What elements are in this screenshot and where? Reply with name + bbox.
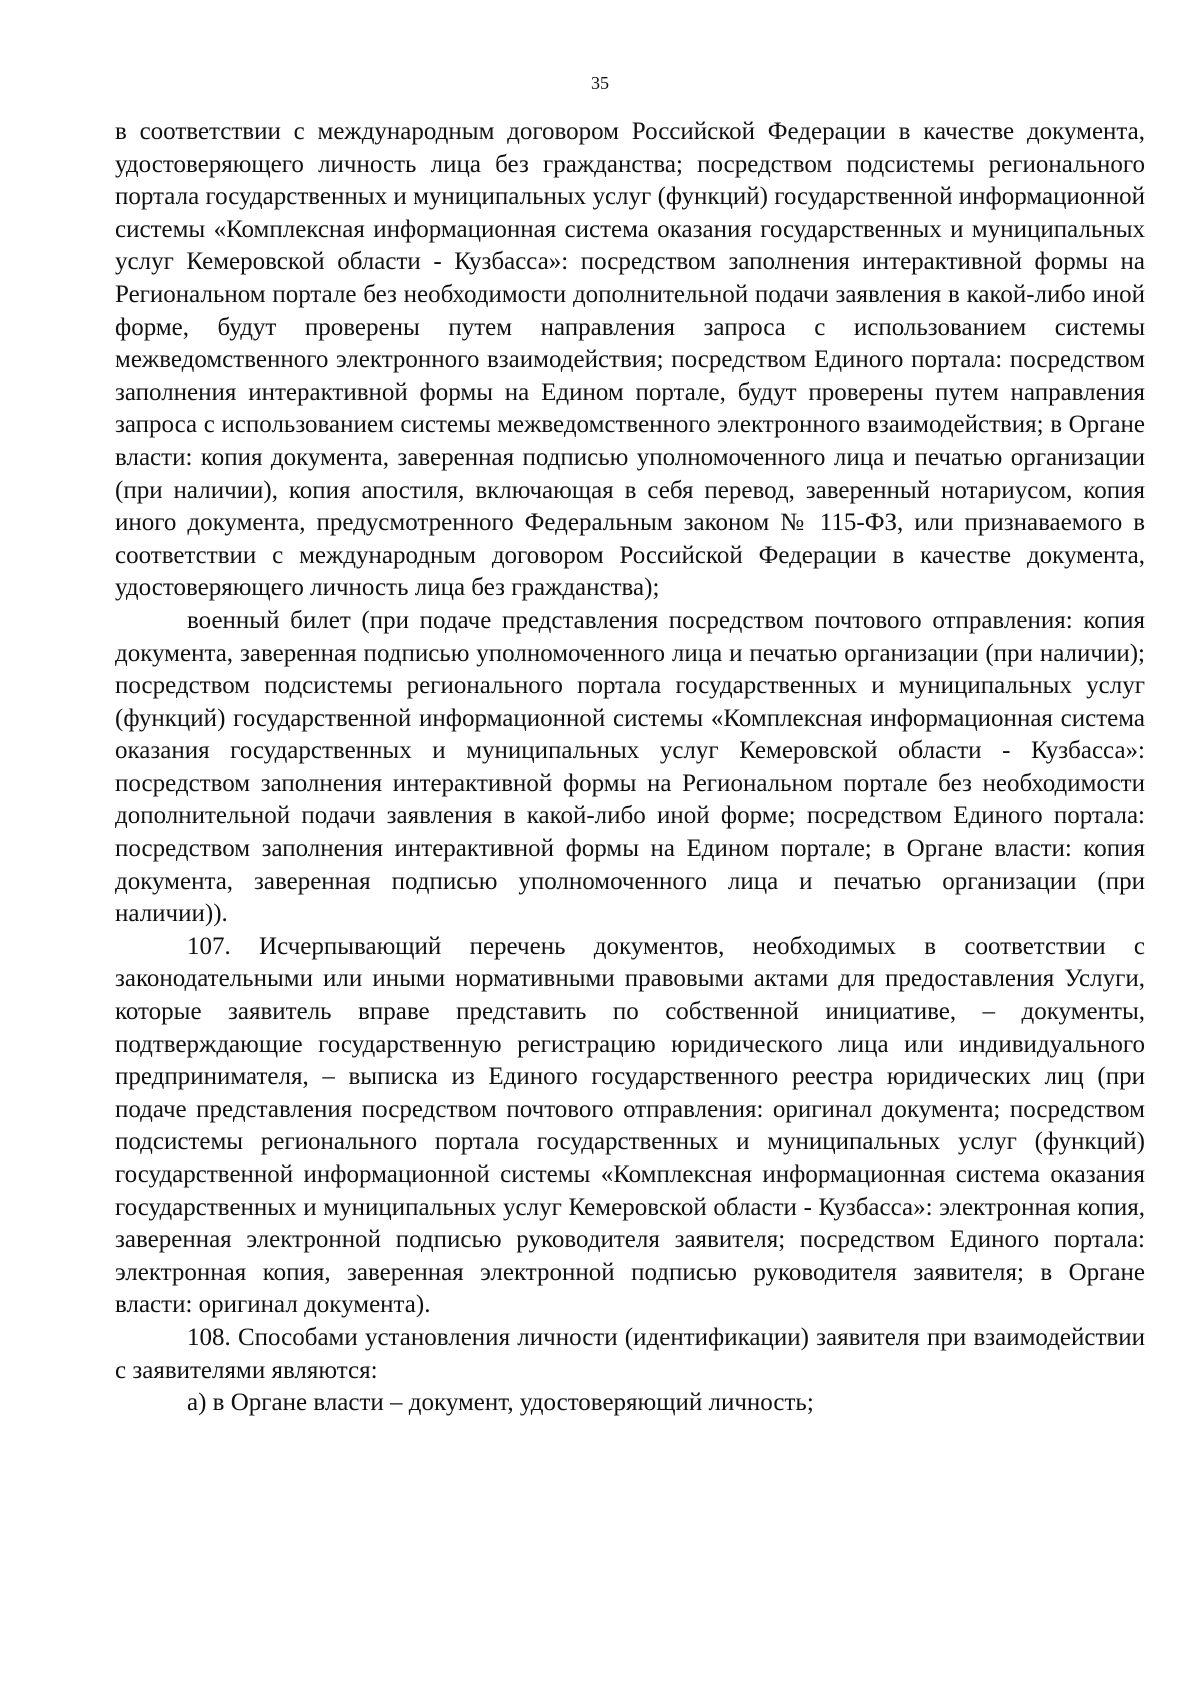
paragraph-108: 108. Способами установления личности (идентификации) заявителя при взаимодействии с заявителями являются: <box>115 1323 1145 1384</box>
paragraph-107: 107. Исчерпывающий перечень документов, необходимых в соответствии с законодательными или иными нормативными правовыми актами для предоставления Услуги, которые заявитель вправе представить по собственной инициативе, – документы, подтверждающие государственную регистрацию юридического лица или индивидуального предпринимателя, – выписка из Единого государственного реестра юридических лиц (при подаче представления посредством почтового отправления: оригинал документа; посредством подсистемы регионального портала государственных и муниципальных услуг (функций) государственной информационной системы «Комплексная информационная система оказания государственных и муниципальных услуг Кемеровской области - Кузбасса»: электронная копия, заверенная электронной подписью руководителя заявителя; посредством Единого портала: электронная копия, заверенная электронной подписью руководителя заявителя; в Органе власти: оригинал документа). <box>115 932 1145 1319</box>
paragraph-108-item-a: а) в Органе власти – документ, удостоверяющий личность; <box>187 1389 814 1417</box>
page-number: 35 <box>591 73 609 93</box>
document-body <box>115 116 1145 1420</box>
paragraph-continuation: в соответствии с международным договором Российской Федерации в качестве документа, удостоверяющего личность лица без гражданства; посредством подсистемы регионального портала государственных и муниципальных услуг (функций) государственной информационной системы «Комплексная информационная система оказания государственных и муниципальных услуг Кемеровской области - Кузбасса»: посредством заполнения интерактивной формы на Региональном портале без необходимости дополнительной подачи заявления в какой-либо иной форме, будут проверены путем направления запроса с использованием системы межведомственного электронного взаимодействия; посредством Единого портала: посредством заполнения интерактивной формы на Едином портале, будут проверены путем направления запроса с использованием системы межведомственного электронного взаимодействия; в Органе власти: копия документа, заверенная подписью уполномоченного лица и печатью организации (при наличии), копия апостиля, включающая в себя перевод, заверенный нотариусом, копия иного документа, предусмотренного Федеральным законом № 115-ФЗ, или признаваемого в соответствии с международным договором Российской Федерации в качестве документа, удостоверяющего личность лица без гражданства); <box>115 118 1145 602</box>
paragraph-military-id: военный билет (при подаче представления посредством почтового отправления: копия документа, заверенная подписью уполномоченного лица и печатью организации (при наличии); посредством подсистемы регионального портала государственных и муниципальных услуг (функций) государственной информационной системы «Комплексная информационная система оказания государственных и муниципальных услуг Кемеровской области - Кузбасса»: посредством заполнения интерактивной формы на Региональном портале без необходимости дополнительной подачи заявления в какой-либо иной форме; посредством Единого портала: посредством заполнения интерактивной формы на Едином портале; в Органе власти: копия документа, заверенная подписью уполномоченного лица и печатью организации (при наличии)). <box>115 606 1145 928</box>
